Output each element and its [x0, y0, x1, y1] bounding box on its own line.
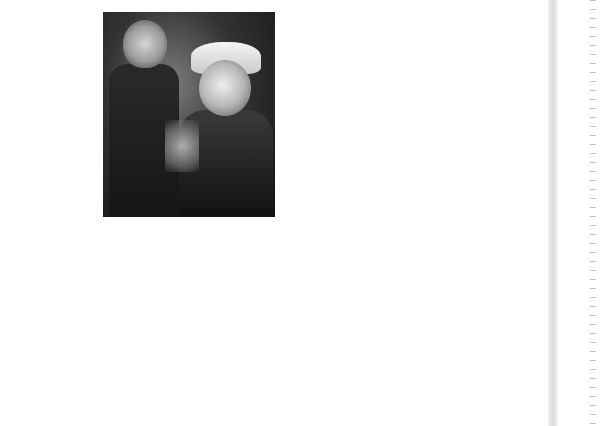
halftone-photo [103, 12, 275, 217]
photo-figure-left-head [123, 20, 167, 68]
page-binding-shadow [548, 0, 558, 426]
text-column-right [473, 12, 546, 419]
text-column-middle-bottom [203, 228, 293, 419]
photo-figure-right-head [199, 60, 251, 116]
text-column-left-bottom [103, 228, 197, 419]
photo-highlight [165, 120, 199, 172]
text-column-right-middle [390, 12, 468, 419]
scan-edge-marks [590, 0, 596, 426]
text-column-center [285, 12, 385, 419]
